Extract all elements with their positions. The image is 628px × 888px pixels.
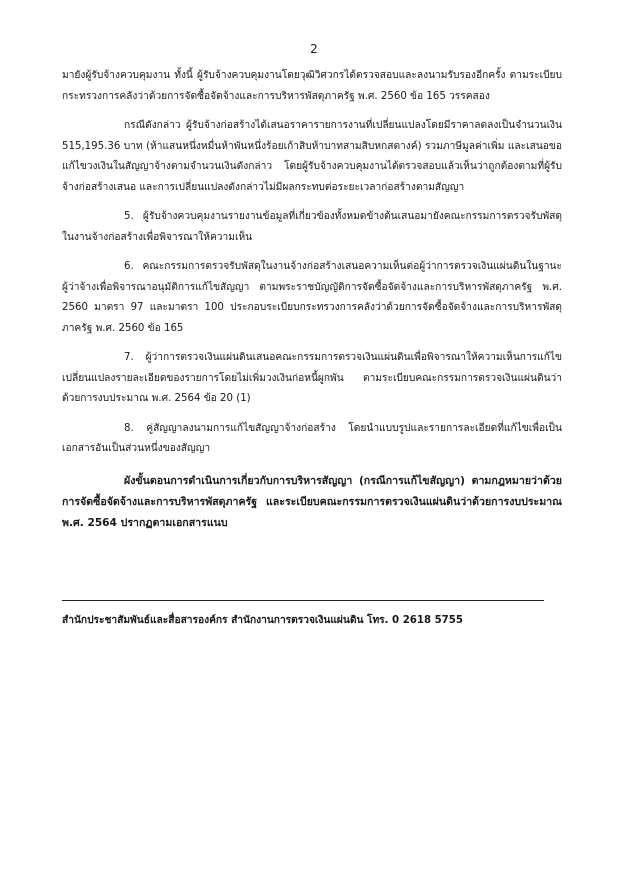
paragraph-price-change: กรณีดังกล่าว ผู้รับจ้างก่อสร้างได้เสนอราคารายการงานที่เปลี่ยนแปลงโดยมีราคาลดลงเป็นจำนวนเงิน 515,195.36 บาท (ห้าแสนหนึ่งหมื่นห้าพันหนึ่งร้อยเก้าสิบห้าบาทสามสิบหกสตางค์) รวมภาษีมูลค่าเพิ่ม และเสนอขอแก้ไขวงเงินในสัญญาจ้างตามจำนวนเงินดังกล่าว โดยผู้รับจ้างควบคุมงานได้ตรวจสอบแล้วเห็นว่าถูกต้องตามที่ผู้รับจ้างก่อสร้างเสนอ และการเปลี่ยนแปลงดังกล่าวไม่มีผลกระทบต่อระยะเวลาก่อสร้างตามสัญญา: [62, 120, 562, 193]
footer-contact: สำนักประชาสัมพันธ์และสื่อสารองค์กร สำนักงานการตรวจเงินแผ่นดิน โทร. 0 2618 5755: [62, 615, 463, 626]
summary-paragraph: ผังขั้นตอนการดำเนินการเกี่ยวกับการบริหารสัญญา (กรณีการแก้ไขสัญญา) ตามกฎหมายว่าด้วยการจัดซื้อจัดจ้างและการบริหารพัสดุภาครัฐ และระเบียบคณะกรรมการตรวจเงินแผ่นดินว่าด้วยการงบประมาณ พ.ศ. 2564 ปรากฏตามเอกสารแนบ: [62, 474, 562, 529]
paragraph-step-7: 7. ผู้ว่าการตรวจเงินแผ่นดินเสนอคณะกรรมการตรวจเงินแผ่นดินเพื่อพิจารณาให้ความเห็นการแก้ไขเปลี่ยนแปลงรายละเอียดของรายการโดยไม่เพิ่มวงเงินก่อหนี้ผูกพัน ตามระเบียบคณะกรรมการตรวจเงินแผ่นดินว่าด้วยการงบประมาณ พ.ศ. 2564 ข้อ 20 (1): [62, 352, 562, 404]
paragraph-step-5: 5. ผู้รับจ้างควบคุมงานรายงานข้อมูลที่เกี่ยวข้องทั้งหมดข้างต้นเสนอมายังคณะกรรมการตรวจรับพัสดุในงานจ้างก่อสร้างเพื่อพิจารณาให้ความเห็น: [62, 211, 562, 243]
paragraph-step-6: 6. คณะกรรมการตรวจรับพัสดุในงานจ้างก่อสร้างเสนอความเห็นต่อผู้ว่าการตรวจเงินแผ่นดินในฐานะผู้ว่าจ้างเพื่อพิจารณาอนุมัติการแก้ไขสัญญา ตามพระราชบัญญัติการจัดซื้อจัดจ้างและการบริหารพัสดุภาครัฐ พ.ศ. 2560 มาตรา 97 และมาตรา 100 ประกอบระเบียบกระทรวงการคลังว่าด้วยการจัดซื้อจัดจ้างและการบริหารพัสดุภาครัฐ พ.ศ. 2560 ข้อ 165: [62, 261, 562, 334]
paragraph-step-8: 8. คู่สัญญาลงนามการแก้ไขสัญญาจ้างก่อสร้าง โดยนำแบบรูปและรายการละเอียดที่แก้ไขเพื่อเป็นเอกสารอันเป็นส่วนหนึ่งของสัญญา: [62, 422, 562, 454]
footer-divider: [62, 600, 544, 601]
paragraph-continuation: มายังผู้รับจ้างควบคุมงาน ทั้งนี้ ผู้รับจ้างควบคุมงานโดยวุฒิวิศวกรได้ตรวจสอบและลงนามรับรองอีกครั้ง ตามระเบียบกระทรวงการคลังว่าด้วยการจัดซื้อจัดจ้างและการบริหารพัสดุภาครัฐ พ.ศ. 2560 ข้อ 165 วรรคสอง: [62, 70, 562, 102]
document-body: [62, 66, 562, 534]
page-number: 2: [310, 42, 318, 56]
